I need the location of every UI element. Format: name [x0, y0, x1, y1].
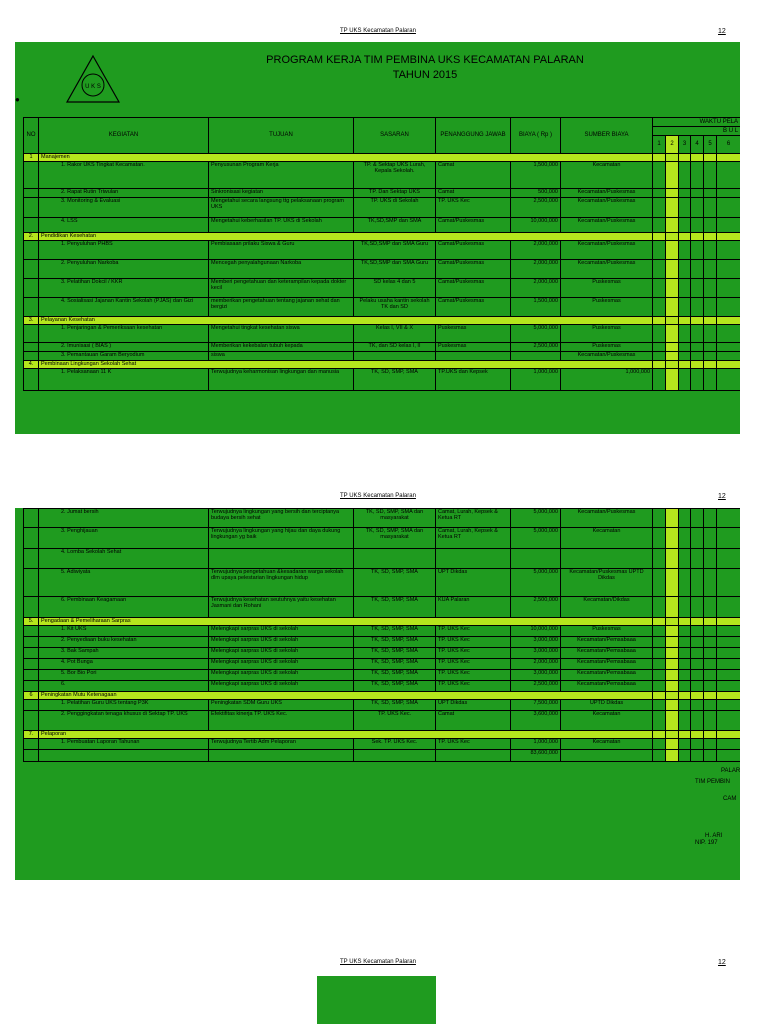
cell-sumber-biaya: Kecamatan: [561, 711, 653, 731]
table-row: [24, 528, 741, 549]
table-row: [24, 700, 741, 711]
cell-kegiatan: 4. Sosialisasi Jajanan Kantin Sekolah (PJAS) dan Gizi: [39, 298, 209, 317]
section-label: Pelayanan Kesehatan: [39, 317, 653, 325]
table-row: [24, 369, 741, 391]
cell-tujuan: Terwujudnya Tertib Adm Pelaporan: [209, 739, 354, 750]
cell-biaya: 3,000,000: [511, 670, 561, 681]
cell-sumber-biaya: Kecamatan/Puskesmas: [561, 189, 653, 198]
cell-penanggung-jawab: Camat: [436, 189, 511, 198]
cell-kegiatan: 3. Pelatihan Dokcil / KKR: [39, 279, 209, 298]
cell-sumber-biaya: Kecamatan/Puskesmas: [561, 198, 653, 218]
section-number: 3.: [24, 317, 39, 325]
cell-tujuan: memberikan pengetahuan tentang jajanan sehat dan bergizi: [209, 298, 354, 317]
table-row: [24, 343, 741, 352]
cell-penanggung-jawab: [436, 549, 511, 569]
cell-tujuan: Mengetahui keberhasilan TP. UKS di Sekolah: [209, 218, 354, 233]
cell-sumber-biaya: Puskesmas: [561, 279, 653, 298]
col-biaya: BIAYA ( Rp ): [511, 118, 561, 154]
cell-sasaran: TK, SD, SMP, SMA: [354, 700, 436, 711]
cell-sasaran: TK, SD, SMP, SMA: [354, 369, 436, 391]
table-row: [24, 162, 741, 189]
cell-biaya: 3,000,000: [511, 637, 561, 648]
cell-sumber-biaya: Kecamatan/Puskesmas: [561, 352, 653, 361]
program-table-page-2: [23, 508, 740, 762]
section-row: [24, 317, 741, 325]
cell-sumber-biaya: [561, 549, 653, 569]
cell-sasaran: TK, dan SD kelas I, II: [354, 343, 436, 352]
cell-sasaran: TP. Dan Sektap UKS: [354, 189, 436, 198]
section-row: [24, 233, 741, 241]
cell-kegiatan: 5. Bor Bio Pori: [39, 670, 209, 681]
cell-sasaran: TK, SD, SMP, SMA: [354, 569, 436, 597]
cell-tujuan: Mencegah penyalahgunaan Narkoba: [209, 260, 354, 279]
cell-sasaran: TK, SD, SMP, SMA: [354, 659, 436, 670]
section-label: Pembinaan Lingkungan Sekolah Sehat: [39, 361, 653, 369]
cell-tujuan: Melengkapi sarpras UKS di sekolah: [209, 659, 354, 670]
header-title: TP UKS Kecamatan Palaran: [340, 28, 416, 34]
cell-sasaran: TP. UKS Kec.: [354, 711, 436, 731]
cell-biaya: 2,500,000: [511, 343, 561, 352]
cell-tujuan: Pembiasaan prilaku Siswa & Guru: [209, 241, 354, 260]
col-bulan: B U L: [653, 127, 741, 136]
cell-biaya: 2,000,000: [511, 241, 561, 260]
col-sumber-biaya: SUMBER BIAYA: [561, 118, 653, 154]
cell-penanggung-jawab: Camat: [436, 711, 511, 731]
cell-penanggung-jawab: Puskesmas: [436, 325, 511, 343]
logo-letters: U K S: [85, 84, 101, 90]
cell-sumber-biaya: Kecamatan/Pemsabaaa: [561, 670, 653, 681]
cell-sasaran: Pelaku usaha kantin sekolah TK dan SD: [354, 298, 436, 317]
cell-kegiatan: 1. Penjaringan & Pemeriksaan kesehatan: [39, 325, 209, 343]
cell-biaya: 5,000,000: [511, 325, 561, 343]
cell-sumber-biaya: Puskesmas: [561, 343, 653, 352]
cell-sumber-biaya: Kecamatan/Puskesmas: [561, 218, 653, 233]
cell-sasaran: SD kelas 4 dan 5: [354, 279, 436, 298]
uks-logo-icon: [65, 54, 121, 104]
cell-sumber-biaya: Kecamatan: [561, 162, 653, 189]
cell-tujuan: Memberikan kekebalan tubuh kepada: [209, 343, 354, 352]
cell-biaya: 2,500,000: [511, 597, 561, 618]
title-line-1: PROGRAM KERJA TIM PEMBINA UKS KECAMATAN PALARAN: [266, 54, 584, 66]
cell-sumber-biaya: Kecamatan/Puskesmas UPTD Dikdas: [561, 569, 653, 597]
bullet-mark: ●: [15, 95, 20, 104]
cell-tujuan: Sinkronisasi kegiatan: [209, 189, 354, 198]
section-number: 5.: [24, 618, 39, 626]
cell-sumber-biaya: Kecamatan/Pemsabaaa: [561, 637, 653, 648]
table-row: [24, 189, 741, 198]
cell-penanggung-jawab: Camat/Puskesmas: [436, 279, 511, 298]
cell-kegiatan: 6.: [39, 681, 209, 692]
table-row: [24, 648, 741, 659]
cell-biaya: 1,000,000: [511, 369, 561, 391]
cell-tujuan: Melengkapi sarpras UKS di sekolah: [209, 681, 354, 692]
section-number: 2.: [24, 233, 39, 241]
cell-biaya: 10,000,000: [511, 626, 561, 637]
cell-kegiatan: 1. Penyuluhan PHBS: [39, 241, 209, 260]
cell-sumber-biaya: Kecamatan/Puskesmas: [561, 241, 653, 260]
cell-tujuan: Mengetahui secara langsung ttg pelaksanaan program UKS: [209, 198, 354, 218]
section-row: [24, 361, 741, 369]
cell-biaya: 5,000,000: [511, 509, 561, 528]
cell-tujuan: siswa: [209, 352, 354, 361]
cell-penanggung-jawab: Camat/Puskesmas: [436, 298, 511, 317]
table-row: [24, 549, 741, 569]
table-row: [24, 509, 741, 528]
cell-biaya: 10,000,000: [511, 218, 561, 233]
table-row: [24, 711, 741, 731]
sig-role: TIM PEMBIN: [695, 779, 731, 785]
cell-kegiatan: 2. Imunisasi ( BIAS ): [39, 343, 209, 352]
cell-kegiatan: 4. LSS: [39, 218, 209, 233]
cell-sumber-biaya: Puskesmas: [561, 626, 653, 637]
cell-kegiatan: 2. Jumat bersih: [39, 509, 209, 528]
col-sasaran: SASARAN: [354, 118, 436, 154]
cell-tujuan: [209, 549, 354, 569]
cell-biaya: 1,500,000: [511, 298, 561, 317]
header-page-number-2: 12: [718, 493, 726, 500]
total-row: [24, 750, 741, 762]
cell-tujuan: Efektifitas kinerja TP. UKS Kec.: [209, 711, 354, 731]
cell-sumber-biaya: Kecamatan/Pemsabaaa: [561, 648, 653, 659]
cell-penanggung-jawab: TP. UKS Kec: [436, 739, 511, 750]
cell-biaya: 2,500,000: [511, 198, 561, 218]
cell-tujuan: Terwujudnya pengetahuan &kesadaran warga sekolah dlm upaya pelestarian lingkungan hidup: [209, 569, 354, 597]
cell-tujuan: Terwujudnya kesehatan seutuhnya yaitu kesehatan Jasmani dan Rohani: [209, 597, 354, 618]
col-kegiatan: KEGIATAN: [39, 118, 209, 154]
header-title-3: TP UKS Kecamatan Palaran: [340, 959, 416, 965]
title-line-2: TAHUN 2015: [392, 69, 458, 81]
cell-biaya: 2,500,000: [511, 681, 561, 692]
col-month-3: 3: [679, 136, 691, 154]
table-row: [24, 597, 741, 618]
cell-penanggung-jawab: TP. UKS Kec: [436, 198, 511, 218]
table-row: [24, 569, 741, 597]
total-biaya: 83,600,000: [511, 750, 561, 762]
table-row: [24, 325, 741, 343]
cell-kegiatan: 3. Monitoring & Evaluasi: [39, 198, 209, 218]
cell-tujuan: Terwujudnya lingkungan yang hijau dan daya dukung lingkungan yg baik: [209, 528, 354, 549]
cell-penanggung-jawab: Camat/Puskesmas: [436, 241, 511, 260]
cell-penanggung-jawab: Puskesmas: [436, 343, 511, 352]
sig-nip: NIP. 197: [695, 840, 718, 846]
section-label: Pendidikan Kesehatan: [39, 233, 653, 241]
cell-sumber-biaya: Kecamatan: [561, 739, 653, 750]
cell-penanggung-jawab: TP.UKS dan Kepsek: [436, 369, 511, 391]
cell-sumber-biaya: Kecamatan/Puskesmas: [561, 509, 653, 528]
cell-tujuan: Terwujudnya keharmonisan lingkungan dan manusia: [209, 369, 354, 391]
cell-penanggung-jawab: Camat, Lurah, Kepsek & Ketua RT: [436, 509, 511, 528]
cell-penanggung-jawab: Camat/Puskesmas: [436, 218, 511, 233]
table-row: [24, 626, 741, 637]
cell-sasaran: [354, 352, 436, 361]
table-row: [24, 198, 741, 218]
cell-penanggung-jawab: TP. UKS Kec: [436, 681, 511, 692]
cell-penanggung-jawab: TP. UKS Kec: [436, 670, 511, 681]
section-label: Pengadaan & Pemeliharaan Sarpras: [39, 618, 653, 626]
cell-biaya: 5,000,000: [511, 569, 561, 597]
cell-sasaran: TK, SD, SMP, SMA: [354, 670, 436, 681]
cell-sumber-biaya: Kecamatan/Puskesmas: [561, 260, 653, 279]
page-header: [0, 28, 768, 42]
section-number: 7.: [24, 731, 39, 739]
col-penanggung-jawab: PENANGGUNG JAWAB: [436, 118, 511, 154]
cell-tujuan: Penyusunan Program Kerja: [209, 162, 354, 189]
cell-biaya: 1,000,000: [511, 739, 561, 750]
cell-tujuan: Melengkapi sarpras UKS di sekolah: [209, 626, 354, 637]
cell-biaya: [511, 549, 561, 569]
header-page-number: 12: [718, 28, 726, 35]
cell-sumber-biaya: UPTD Dikdas: [561, 700, 653, 711]
cell-kegiatan: 3. Pemantauan Garam Beryodium: [39, 352, 209, 361]
cell-biaya: 3,000,000: [511, 648, 561, 659]
cell-biaya: 1,500,000: [511, 162, 561, 189]
col-month-4: 4: [691, 136, 704, 154]
cell-sasaran: TP. & Sektap UKS Lurah, Kepala Sekolah.: [354, 162, 436, 189]
cell-sumber-biaya: Kecamatan/Pemsabaaa: [561, 681, 653, 692]
cell-sumber-biaya: 1,000,000: [561, 369, 653, 391]
cell-sasaran: Kelas I, VII & X: [354, 325, 436, 343]
cell-kegiatan: 1. Pelaksanaan 11 K: [39, 369, 209, 391]
cell-sumber-biaya: Kecamatan: [561, 528, 653, 549]
cell-tujuan: Melengkapi sarpras UKS di sekolah: [209, 637, 354, 648]
cell-tujuan: Memberi pengetahuan dan keterampilan kepada dokter kecil: [209, 279, 354, 298]
cell-sumber-biaya: Kecamatan/Pemsabaaa: [561, 659, 653, 670]
sheet-page-2: [15, 508, 740, 880]
section-number: 6: [24, 692, 39, 700]
table-row: [24, 739, 741, 750]
page-header-3: [0, 959, 768, 973]
section-label: Peningkatan Mutu Ketenagaan: [39, 692, 653, 700]
col-no: NO: [24, 118, 39, 154]
cell-penanggung-jawab: Camat/Puskesmas: [436, 260, 511, 279]
cell-biaya: [511, 352, 561, 361]
sheet-page-1: [15, 42, 740, 434]
col-waktu: WAKTU PELA: [653, 118, 741, 127]
table-row: [24, 637, 741, 648]
cell-kegiatan: 4. Lomba Sekolah Sehat: [39, 549, 209, 569]
section-label: Manajemen: [39, 154, 653, 162]
cell-penanggung-jawab: TP. UKS Kec: [436, 626, 511, 637]
table-row: [24, 670, 741, 681]
cell-sasaran: [354, 549, 436, 569]
cell-sumber-biaya: Puskesmas: [561, 325, 653, 343]
cell-sasaran: TK, SD, SMP, SMA dan masyarakat: [354, 528, 436, 549]
sig-place: PALAR: [721, 768, 740, 774]
cell-biaya: 3,600,000: [511, 711, 561, 731]
section-number: 1: [24, 154, 39, 162]
cell-biaya: 5,000,000: [511, 528, 561, 549]
cell-kegiatan: 1. Pelatihan Guru UKS tentang P3K: [39, 700, 209, 711]
table-row: [24, 352, 741, 361]
header-page-number-3: 12: [718, 959, 726, 966]
cell-penanggung-jawab: TP. UKS Kec: [436, 637, 511, 648]
cell-sasaran: TK, SD, SMP, SMA: [354, 626, 436, 637]
cell-tujuan: Terwujudnya lingkungan yang bersih dan terciptanya budaya bersih sehat: [209, 509, 354, 528]
cell-kegiatan: 3. Bak Sampah: [39, 648, 209, 659]
cell-kegiatan: 2. Rapat Rutin Triwulan: [39, 189, 209, 198]
cell-sumber-biaya: Puskesmas: [561, 298, 653, 317]
cell-kegiatan: 4. Pot Bunga: [39, 659, 209, 670]
header-title-2: TP UKS Kecamatan Palaran: [340, 493, 416, 499]
cell-biaya: 500,000: [511, 189, 561, 198]
cell-biaya: 7,500,000: [511, 700, 561, 711]
col-month-2: 2: [666, 136, 679, 154]
table-row: [24, 241, 741, 260]
cell-sasaran: TK, SD, SMP, SMA: [354, 648, 436, 659]
cell-kegiatan: 2. Penyuluhan Narkoba: [39, 260, 209, 279]
table-row: [24, 218, 741, 233]
cell-biaya: 2,000,000: [511, 260, 561, 279]
cell-sasaran: TK,SD,SMP dan SMA Guru: [354, 260, 436, 279]
cell-penanggung-jawab: Camat, Lurah, Kepsek & Ketua RT: [436, 528, 511, 549]
col-tujuan: TUJUAN: [209, 118, 354, 154]
cell-tujuan: Melengkapi sarpras UKS di sekolah: [209, 648, 354, 659]
table-row: [24, 298, 741, 317]
cell-biaya: 2,000,000: [511, 279, 561, 298]
section-label: Pelaporan: [39, 731, 653, 739]
sig-name: H. ARI: [705, 833, 723, 839]
cell-sasaran: TK,SD,SMP dan SMA: [354, 218, 436, 233]
page-header-2: [0, 493, 768, 507]
cell-sasaran: TP. UKS di Sekolah: [354, 198, 436, 218]
cell-penanggung-jawab: KUA Palaran: [436, 597, 511, 618]
cell-kegiatan: 3. Penghijauan: [39, 528, 209, 549]
cell-sasaran: Sek. TP. UKS Kec.: [354, 739, 436, 750]
cell-kegiatan: 1. Kit UKS: [39, 626, 209, 637]
col-month-1: 1: [653, 136, 666, 154]
section-row: [24, 154, 741, 162]
cell-kegiatan: 1. Pembuatan Laporan Tahunan: [39, 739, 209, 750]
cell-kegiatan: 2. Penyediaan buku kesehatan: [39, 637, 209, 648]
cell-penanggung-jawab: UPT Dikdas: [436, 569, 511, 597]
cell-sasaran: TK, SD, SMP, SMA: [354, 637, 436, 648]
cell-penanggung-jawab: Camat: [436, 162, 511, 189]
cell-tujuan: Melengkapi sarpras UKS di sekolah: [209, 670, 354, 681]
table-row: [24, 260, 741, 279]
signature-block: [695, 768, 740, 847]
table-row: [24, 681, 741, 692]
sig-title: CAM: [723, 796, 737, 802]
table-row: [24, 279, 741, 298]
cell-tujuan: Peningkatan SDM Guru UKS: [209, 700, 354, 711]
section-row: [24, 692, 741, 700]
section-number: 4.: [24, 361, 39, 369]
cell-penanggung-jawab: UPT Dikdas: [436, 700, 511, 711]
cell-kegiatan: 1. Rakor UKS Tingkat Kecamatan.: [39, 162, 209, 189]
section-row: [24, 618, 741, 626]
cell-sasaran: TK, SD, SMP, SMA dan masyarakat: [354, 509, 436, 528]
cell-sumber-biaya: Kecamatan/Dikdas: [561, 597, 653, 618]
cell-sasaran: TK,SD,SMP dan SMA Guru: [354, 241, 436, 260]
cell-kegiatan: 6. Pembinaan Keagamaan: [39, 597, 209, 618]
sheet-page-3: [317, 976, 436, 1024]
cell-penanggung-jawab: TP. UKS Kec: [436, 648, 511, 659]
table-row: [24, 659, 741, 670]
col-month-5: 5: [704, 136, 717, 154]
cell-kegiatan: 5. Adiwiyata: [39, 569, 209, 597]
cell-tujuan: Mengetahui tingkat kesehatan siswa: [209, 325, 354, 343]
program-table-page-1: [23, 117, 740, 391]
cell-sasaran: TK, SD, SMP, SMA: [354, 681, 436, 692]
page-title: [235, 53, 615, 83]
cell-kegiatan: 2. Penggingkatan tenaga khusus di Sektap TP. UKS: [39, 711, 209, 731]
cell-biaya: 2,000,000: [511, 659, 561, 670]
col-month-6: 6: [717, 136, 741, 154]
cell-sasaran: TK, SD, SMP, SMA: [354, 597, 436, 618]
section-row: [24, 731, 741, 739]
cell-penanggung-jawab: [436, 352, 511, 361]
cell-penanggung-jawab: TP. UKS Kec: [436, 659, 511, 670]
